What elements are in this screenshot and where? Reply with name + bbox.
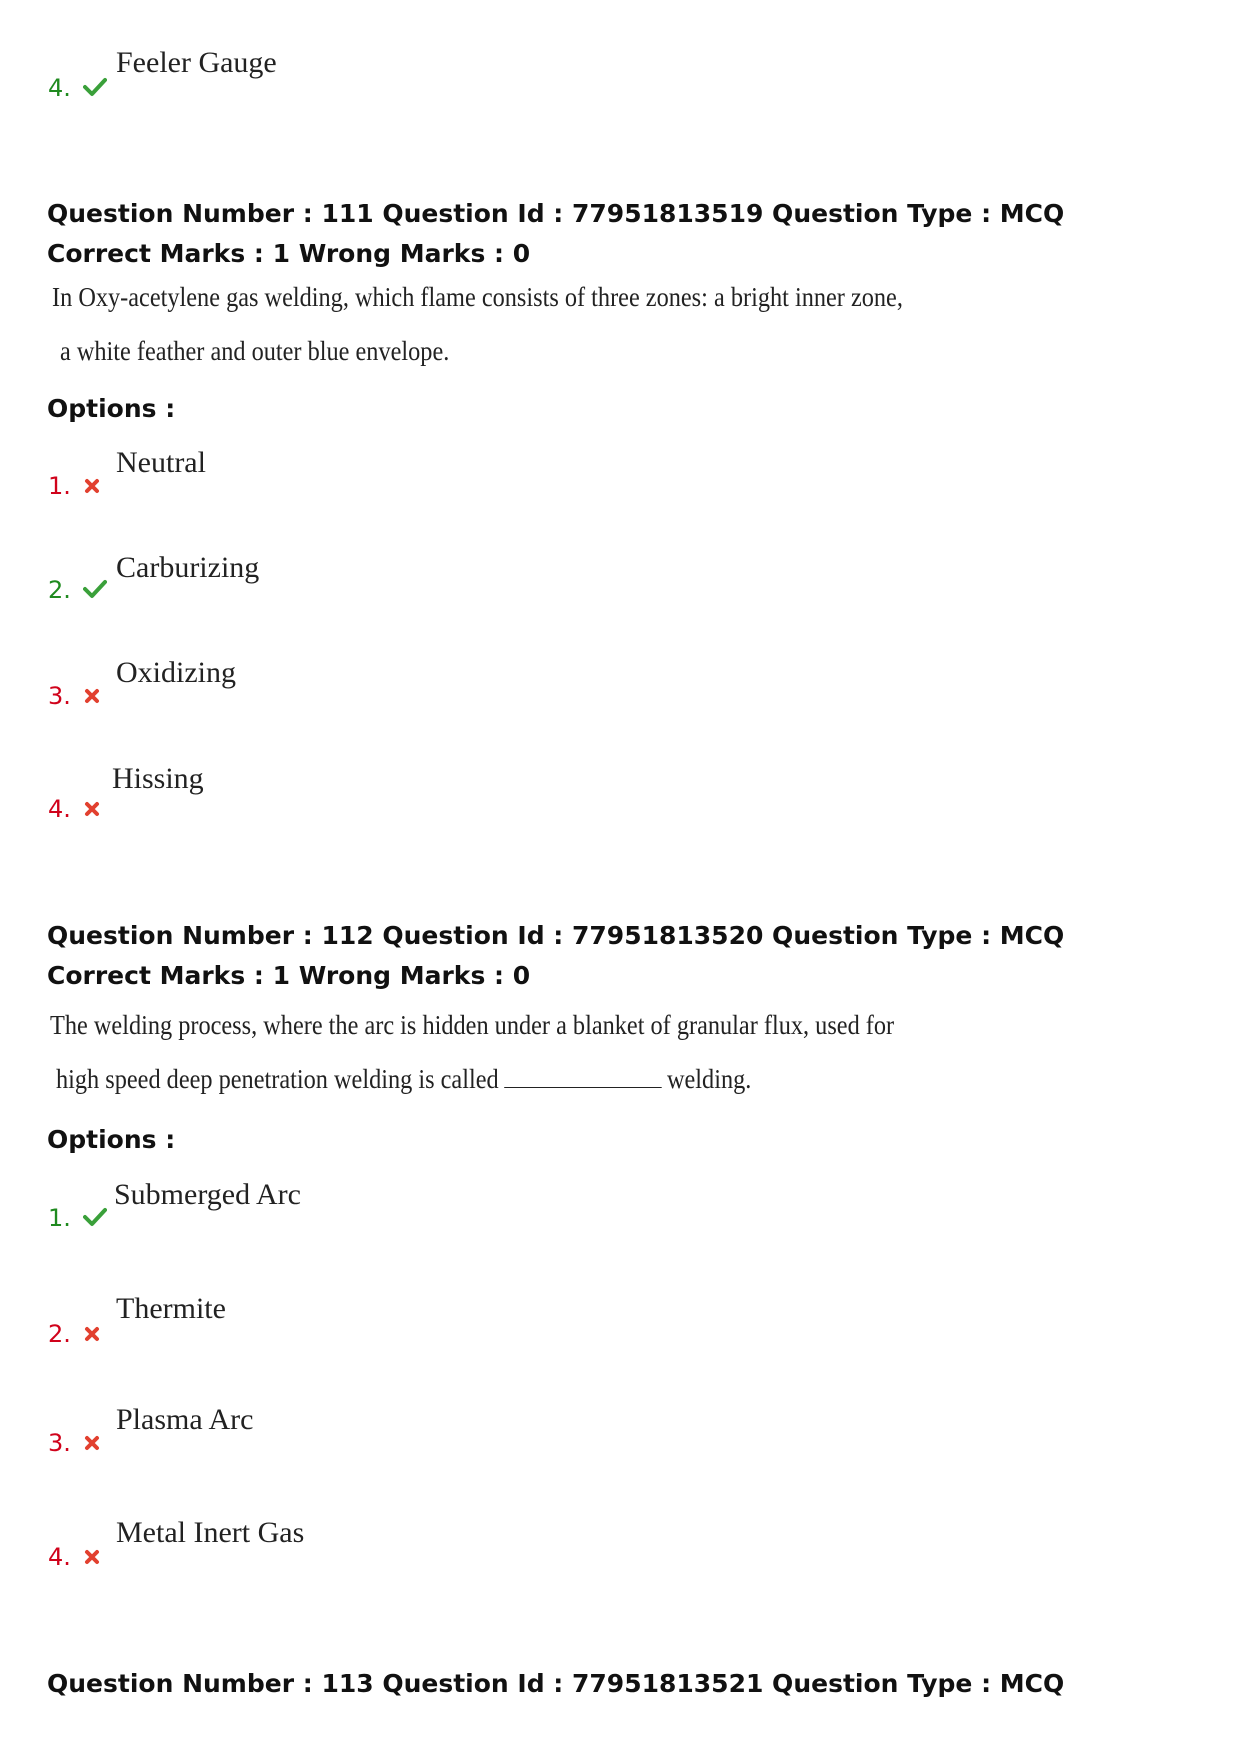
- option-text: Neutral: [116, 446, 206, 479]
- check-icon: [83, 75, 107, 103]
- cross-icon: [83, 1544, 101, 1572]
- option-number-label: 3.: [48, 1429, 71, 1457]
- option-text: Metal Inert Gas: [116, 1516, 305, 1549]
- option-number: [48, 576, 107, 605]
- option-number: [48, 682, 101, 711]
- option-text: Carburizing: [116, 551, 260, 584]
- option-number: [48, 1320, 101, 1349]
- question-text-part: welding.: [666, 1064, 752, 1094]
- option-number-label: 4.: [48, 795, 71, 823]
- cross-icon: [83, 473, 101, 501]
- question-header: Question Number : 113 Question Id : 77951813521 Question Type : MCQ: [47, 1669, 1065, 1698]
- cross-icon: [83, 683, 101, 711]
- option-text: Thermite: [116, 1292, 226, 1325]
- option-text: Oxidizing: [116, 656, 236, 689]
- option-number: [48, 1543, 101, 1572]
- option-text: Plasma Arc: [116, 1403, 254, 1436]
- option-text: Hissing: [112, 762, 204, 795]
- question-header: Question Number : 111 Question Id : 77951813519 Question Type : MCQ: [47, 199, 1065, 228]
- question-text-line: a white feather and outer blue envelope.: [60, 336, 450, 366]
- question-text-line: In Oxy-acetylene gas welding, which flame consists of three zones: a bright inner zone,: [52, 282, 903, 312]
- cross-icon: [83, 1430, 101, 1458]
- option-number-label: 2.: [48, 1320, 71, 1348]
- question-text-line: [56, 1064, 751, 1095]
- option-number: [48, 74, 107, 103]
- option-number-label: 4.: [48, 74, 71, 102]
- option-number-label: 3.: [48, 682, 71, 710]
- option-text: Feeler Gauge: [116, 46, 277, 79]
- option-number-label: 1.: [48, 1204, 71, 1232]
- cross-icon: [83, 1321, 101, 1349]
- check-icon: [83, 1205, 107, 1233]
- option-number-label: 2.: [48, 576, 71, 604]
- question-text-line: The welding process, where the arc is hidden under a blanket of granular flux, used for: [50, 1010, 895, 1040]
- option-number-label: 4.: [48, 1543, 71, 1571]
- question-marks: Correct Marks : 1 Wrong Marks : 0: [47, 239, 531, 268]
- cross-icon: [83, 796, 101, 824]
- question-header: Question Number : 112 Question Id : 77951813520 Question Type : MCQ: [47, 921, 1065, 950]
- answer-blank: [504, 1065, 662, 1088]
- options-label: Options :: [47, 1125, 176, 1154]
- question-marks: Correct Marks : 1 Wrong Marks : 0: [47, 961, 531, 990]
- option-number: [48, 1429, 101, 1458]
- option-number: [48, 795, 101, 824]
- option-number: [48, 472, 101, 501]
- question-text-part: high speed deep penetration welding is called: [56, 1064, 499, 1094]
- options-label: Options :: [47, 394, 176, 423]
- option-number-label: 1.: [48, 472, 71, 500]
- option-text: Submerged Arc: [114, 1178, 301, 1211]
- check-icon: [83, 577, 107, 605]
- option-number: [48, 1204, 107, 1233]
